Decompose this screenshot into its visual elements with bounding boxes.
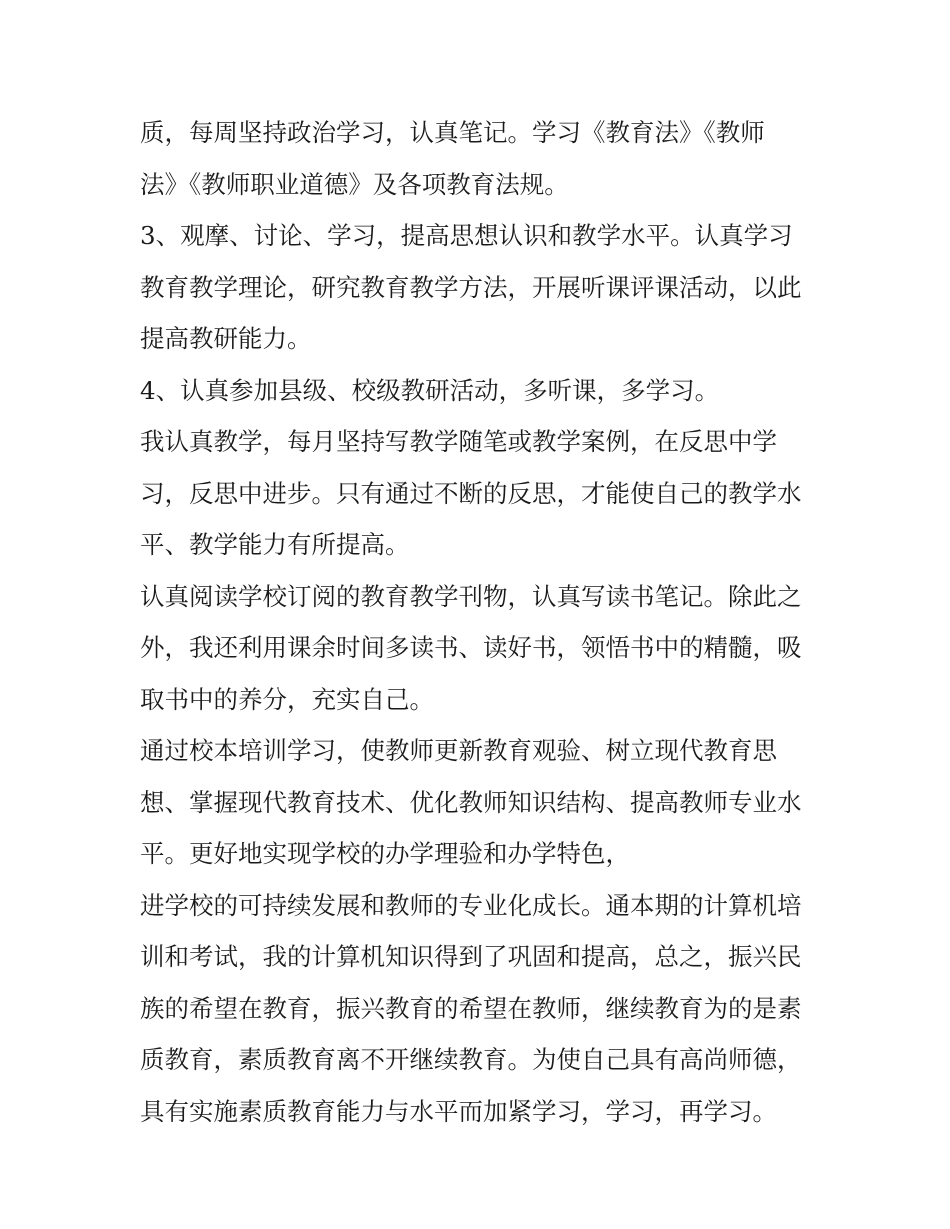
text-line: 训和考试，我的计算机知识得到了巩固和提高，总之，振兴民 [140,942,802,971]
document-body [140,107,820,1137]
text-line: 具有实施素质教育能力与水平而加紧学习，学习，再学习。 [140,1096,777,1126]
text-line: 质教育，素质教育离不开继续教育。为使自己具有高尚师德， [140,1045,802,1074]
text-line: 法》《教师职业道德》及各项教育法规。 [140,169,569,199]
text-line: 认真阅读学校订阅的教育教学刊物，认真写读书笔记。除此之 [140,581,802,611]
text-line: 教育教学理论，研究教育教学方法，开展听课评课活动，以此 [140,272,802,302]
text-line: 取书中的养分，充实自己。 [140,684,434,714]
text-line: 4、认真参加县级、校级教研活动，多听课，多学习。 [140,375,720,405]
text-line: 3、观摩、讨论、学习，提高思想认识和教学水平。认真学习 [140,221,793,250]
text-line: 我认真教学，每月坚持写教学随笔或教学案例，在反思中学 [140,427,777,456]
text-line: 平。更好地实现学校的办学理验和办学特色， [140,839,630,868]
text-line: 质，每周坚持政治学习，认真笔记。学习《教育法》《教师 [140,118,765,147]
text-line: 族的希望在教育，振兴教育的希望在教师，继续教育为的是素 [140,993,802,1023]
text-line: 平、教学能力有所提高。 [140,530,410,559]
text-line: 进学校的可持续发展和教师的专业化成长。通本期的计算机培 [140,890,802,920]
text-line: 想、掌握现代教育技术、优化教师知识结构、提高教师专业水 [140,787,802,817]
text-line: 习，反思中进步。只有通过不断的反思，才能使自己的教学水 [140,478,802,508]
text-line: 外，我还利用课余时间多读书、读好书，领悟书中的精髓，吸 [140,633,802,662]
text-line: 提高教研能力。 [140,324,312,353]
text-line: 通过校本培训学习，使教师更新教育观验、树立现代教育思 [140,736,777,765]
